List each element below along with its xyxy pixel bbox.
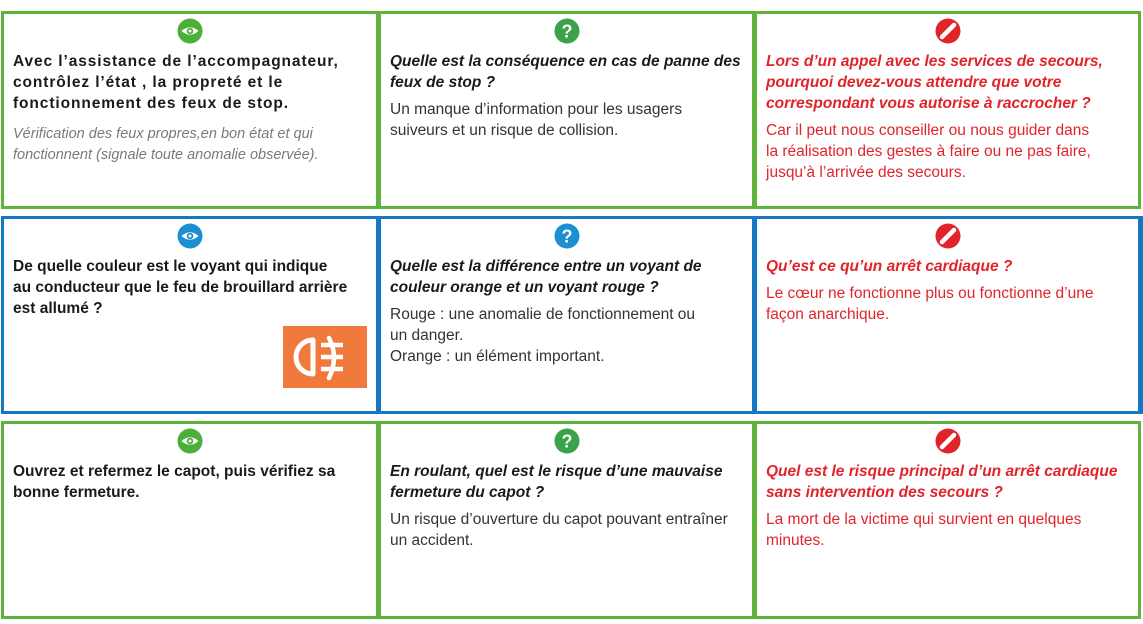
observe-card-2 — [1, 216, 379, 414]
question-card-3 — [379, 421, 755, 619]
first-aid-answer: Le cœur ne fonctionne plus ou fonctionne d’une façon anarchique. — [766, 285, 1094, 323]
question-text: Quelle est la conséquence en cas de panne des feux de stop ? — [390, 53, 741, 91]
eye-icon — [177, 18, 203, 44]
first-aid-card-3 — [755, 421, 1141, 619]
observe-note: Vérification des feux propres,en bon état et qui fonctionnent (signale toute anomalie observée). — [13, 126, 319, 163]
rear-fog-light-symbol — [283, 326, 367, 388]
card-row-3 — [1, 421, 1141, 619]
card-row-2 — [1, 216, 1141, 414]
no-entry-icon — [935, 18, 961, 44]
card-row-1 — [1, 11, 1141, 209]
question-icon — [554, 18, 580, 44]
svg-text:?: ? — [561, 431, 572, 452]
first-aid-question: Lors d’un appel avec les services de secours, pourquoi devez-vous attendre que votre correspondant vous autorise à raccrocher ? — [766, 53, 1103, 112]
question-icon — [554, 223, 580, 249]
first-aid-answer: La mort de la victime qui survient en quelques minutes. — [766, 511, 1082, 549]
answer-text: Rouge : une anomalie de fonctionnement ou un danger. Orange : un élément important. — [390, 306, 696, 365]
first-aid-question: Quel est le risque principal d’un arrêt cardiaque sans intervention des secours ? — [766, 463, 1118, 501]
no-entry-icon — [935, 223, 961, 249]
observe-instruction: Ouvrez et refermez le capot, puis vérifiez sa bonne fermeture. — [13, 463, 336, 501]
svg-text:?: ? — [561, 21, 572, 42]
eye-icon — [177, 223, 203, 249]
svg-text:?: ? — [561, 226, 572, 247]
first-aid-answer: Car il peut nous conseiller ou nous guider dans la réalisation des gestes à faire ou ne pas faire, jusqu’à l’arrivée des secours. — [766, 122, 1091, 181]
answer-text: Un risque d’ouverture du capot pouvant entraîner un accident. — [390, 511, 728, 549]
question-card-1 — [379, 11, 755, 209]
observe-instruction: De quelle couleur est le voyant qui indique au conducteur que le feu de brouillard arrière est allumé ? — [13, 258, 348, 317]
first-aid-card-1 — [755, 11, 1141, 209]
answer-text: Un manque d’information pour les usagers suiveurs et un risque de collision. — [390, 101, 683, 139]
question-text: Quelle est la différence entre un voyant de couleur orange et un voyant rouge ? — [390, 258, 702, 296]
observe-instruction: Avec l’assistance de l’accompagnateur, contrôlez l’état , la propreté et le fonctionnement des feux de stop. — [13, 53, 339, 112]
eye-icon — [177, 428, 203, 454]
observe-card-3 — [1, 421, 379, 619]
first-aid-card-2 — [755, 216, 1141, 414]
first-aid-question: Qu’est ce qu’un arrêt cardiaque ? — [766, 258, 1013, 275]
question-text: En roulant, quel est le risque d’une mauvaise fermeture du capot ? — [390, 463, 723, 501]
no-entry-icon — [935, 428, 961, 454]
question-icon — [554, 428, 580, 454]
observe-card-1 — [1, 11, 379, 209]
question-card-2 — [379, 216, 755, 414]
